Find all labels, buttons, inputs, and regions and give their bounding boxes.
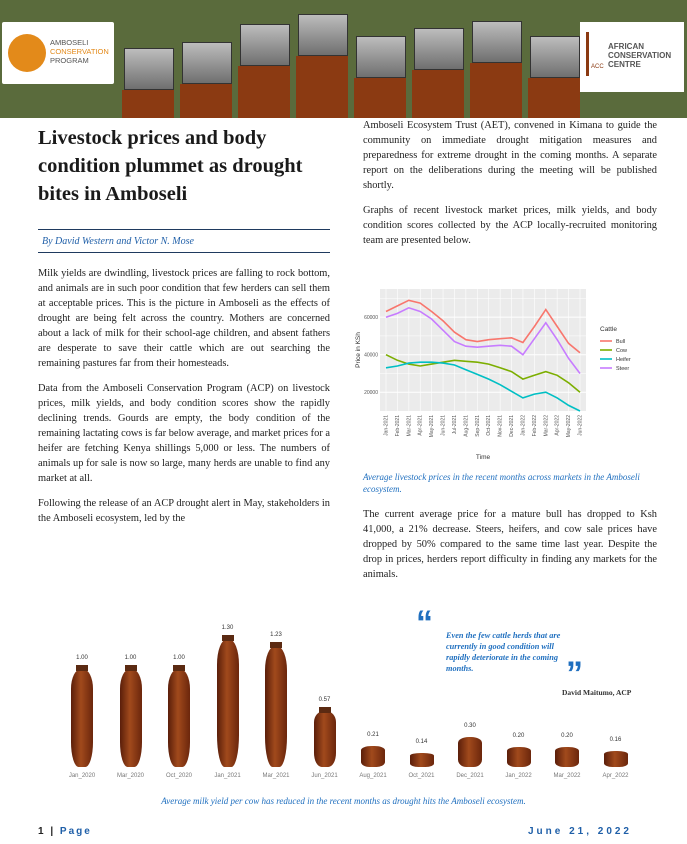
milk-gourd-bar	[507, 747, 531, 767]
x-tick-label: Jun-2022	[577, 415, 584, 436]
milk-gourd-bar	[314, 711, 336, 767]
milk-gourd-bar	[555, 747, 579, 767]
paragraph: Data from the Amboseli Conservation Program (ACP) on livestock prices, milk yields, and body condition scores show the rapidly declining trends. Gourds are empty, the body condition of the remaining lactating cows is far below average, and market prices for a heifer are fetching Kenya shillings 5,000 or less. The numbers of animals up for sale is now so large, many herds are unable to find any market at all.	[38, 383, 330, 484]
paragraph: Following the release of an ACP drought alert in May, stakeholders in the Amboseli ecosystem, led by the	[38, 498, 330, 524]
banner-bar	[122, 90, 174, 118]
x-tick-label: May-2021	[429, 415, 436, 438]
milk-value-label: 1.00	[76, 654, 88, 661]
gourd-cap	[173, 665, 185, 671]
open-quote-icon: “	[416, 604, 433, 642]
milk-x-label: Mar_2021	[262, 773, 290, 779]
headline-rule-bottom	[38, 252, 330, 253]
cattle-photo	[182, 42, 232, 84]
milk-gourd-bar	[410, 753, 434, 767]
y-tick-label: 20000	[364, 390, 378, 397]
price-chart-caption: Average livestock prices in the recent months across markets in the Amboseli ecosystem.	[363, 472, 640, 494]
logo-left-line2: CONSERVATION	[50, 47, 109, 56]
milk-x-label: Jun_2021	[311, 773, 338, 779]
cattle-photo	[530, 36, 580, 78]
milk-value-label: 1.00	[124, 654, 137, 661]
milk-value-label: 0.16	[609, 737, 622, 744]
milk-x-label: Jan_2021	[214, 773, 241, 779]
paragraph: The current average price for a mature bull has dropped to Ksh 41,000, a 21% decrease. Steers, heifers, and cow sale prices have dropped by 50% compared to the same time last year. Despite the drop in prices, herders report difficulty in finding any markets for the animals.	[363, 509, 657, 580]
close-quote-icon: ”	[566, 655, 583, 693]
banner-bar	[296, 56, 348, 118]
banner-bar-graphic	[118, 0, 578, 118]
legend-entry: Bull	[616, 339, 626, 345]
gourd-cap	[76, 665, 88, 671]
gourd-cap	[270, 642, 282, 648]
cattle-photo	[240, 24, 290, 66]
milk-x-label: Mar_2022	[553, 773, 581, 779]
banner-bar	[238, 66, 290, 118]
banner-bar	[354, 78, 406, 118]
x-tick-label: Jul-2021	[451, 415, 458, 435]
x-tick-label: Feb-2022	[531, 415, 538, 437]
milk-x-label: Dec_2021	[456, 773, 484, 779]
milk-value-label: 0.21	[367, 732, 379, 739]
x-tick-label: Aug-2021	[463, 415, 470, 437]
x-tick-label: May-2022	[566, 415, 573, 438]
paragraph: Amboseli Ecosystem Trust (AET), convened in Kimana to guide the community on immediate drought mitigation measures and preparedness for extreme drought in the coming months. A separate report on the deliberations during the meeting will be published shortly.	[363, 120, 657, 191]
amboseli-conservation-program-logo	[2, 22, 114, 84]
cattle-photo	[472, 21, 522, 63]
x-tick-label: Nov-2021	[497, 415, 504, 437]
acc-mark-icon	[586, 32, 607, 76]
x-tick-label: Feb-2021	[394, 415, 401, 437]
legend-entry: Heifer	[616, 357, 631, 363]
milk-x-label: Oct_2020	[165, 773, 193, 779]
milk-gourd-bar	[168, 669, 190, 767]
milk-x-label: Oct_2021	[408, 773, 435, 779]
acc-mark-text: ACC	[591, 64, 604, 70]
milk-gourd-bar	[71, 669, 93, 767]
milk-value-label: 0.30	[464, 723, 476, 730]
x-tick-label: Dec-2021	[509, 415, 516, 437]
milk-value-label: 0.20	[512, 733, 525, 740]
cattle-photo	[356, 36, 406, 78]
milk-value-label: 1.30	[221, 625, 234, 631]
right-column	[363, 118, 657, 258]
milk-value-label: 0.57	[318, 696, 331, 703]
pull-quote: Even the few cattle herds that are currently in good condition will rapidly deteriorate in the coming months.	[446, 631, 561, 673]
x-tick-label: Oct-2021	[486, 415, 493, 436]
logo-left-line3: PROGRAM	[50, 56, 89, 65]
milk-gourd-bar	[265, 646, 287, 767]
header-banner	[0, 0, 687, 118]
milk-x-label: Apr_2022	[602, 773, 629, 779]
cattle-photo	[414, 28, 464, 70]
x-tick-label: Jan-2021	[383, 415, 390, 436]
page-label: Page	[59, 826, 92, 837]
x-tick-label: Sep-2021	[474, 415, 481, 437]
milk-x-label: Jan_2020	[68, 773, 96, 779]
milk-gourd-bar	[361, 746, 385, 767]
milk-x-label: Jan_2022	[505, 773, 532, 779]
article-headline: Livestock prices and body condition plummet as drought bites in Amboseli	[38, 127, 303, 205]
milk-x-label: Mar_2020	[116, 773, 145, 779]
banner-bar	[470, 63, 522, 118]
publication-date: June 21, 2022	[527, 826, 632, 837]
livestock-price-chart	[352, 283, 662, 463]
cattle-photo	[124, 48, 174, 90]
paragraph: Milk yields are dwindling, livestock prices are falling to rock bottom, and animals are in such poor condition that few herders can sell them at acceptable prices. This is the picture in Amboseli as the effects of drought are being felt across the country. Mothers are concerned about a lack of milk for their school-age children, and absent fathers are desperate to save their cattle which are out searching the remaining pastures far from their homesteads.	[38, 268, 330, 369]
y-tick-label: 40000	[364, 352, 378, 359]
sun-logo-icon	[8, 34, 46, 72]
x-axis-label: Time	[475, 454, 491, 461]
x-tick-label: Mar-2022	[543, 415, 550, 437]
legend-entry: Cow	[616, 348, 628, 354]
milk-value-label: 0.20	[561, 733, 573, 740]
logo-right-line2: CONSERVATION	[608, 51, 672, 60]
milk-value-label: 1.23	[270, 631, 282, 638]
logo-right-line1: AFRICAN	[608, 42, 644, 51]
banner-bar	[412, 70, 464, 118]
x-tick-label: Apr-2022	[554, 415, 561, 436]
african-conservation-centre-logo	[580, 22, 684, 92]
quote-author: David Maitumo, ACP	[562, 688, 632, 697]
y-tick-label: 60000	[364, 315, 378, 322]
milk-value-label: 1.00	[173, 654, 185, 661]
milk-gourd-bar	[120, 669, 142, 767]
milk-gourd-bar	[217, 639, 239, 767]
banner-bar	[180, 84, 232, 118]
x-tick-label: Jun-2021	[440, 415, 447, 436]
milk-gourd-bar	[458, 737, 482, 767]
headline-rule-top	[38, 229, 330, 230]
gourd-cap	[125, 665, 137, 671]
y-axis-label: Price in KSh	[355, 332, 362, 368]
right-column-lower	[363, 507, 657, 592]
left-column	[38, 266, 330, 536]
milk-value-label: 0.14	[415, 739, 428, 746]
x-tick-label: Jan-2022	[520, 415, 527, 436]
milk-chart-caption: Average milk yield per cow has reduced in the recent months as drought hits the Amboseli ecosystem.	[161, 796, 526, 806]
gourd-cap	[222, 635, 234, 641]
legend-title: Cattle	[600, 326, 617, 333]
x-tick-label: Mar-2021	[406, 415, 413, 437]
milk-gourd-bar	[604, 751, 628, 767]
gourd-cap	[319, 707, 331, 713]
page-number: 1	[38, 826, 46, 837]
legend-entry: Steer	[616, 366, 630, 372]
cattle-photo	[298, 14, 348, 56]
article-byline: By David Western and Victor N. Mose	[42, 236, 194, 247]
x-tick-label: Apr-2021	[417, 415, 424, 436]
page-indicator: 1 | Page	[38, 826, 92, 837]
banner-bar	[528, 78, 580, 118]
paragraph: Graphs of recent livestock market prices, milk yields, and body condition scores collected by the ACP locally-recruited monitoring team are presented below.	[363, 205, 657, 246]
logo-right-line3: CENTRE	[608, 60, 641, 69]
logo-left-line1: AMBOSELI	[50, 38, 89, 47]
milk-x-label: Aug_2021	[359, 773, 387, 779]
